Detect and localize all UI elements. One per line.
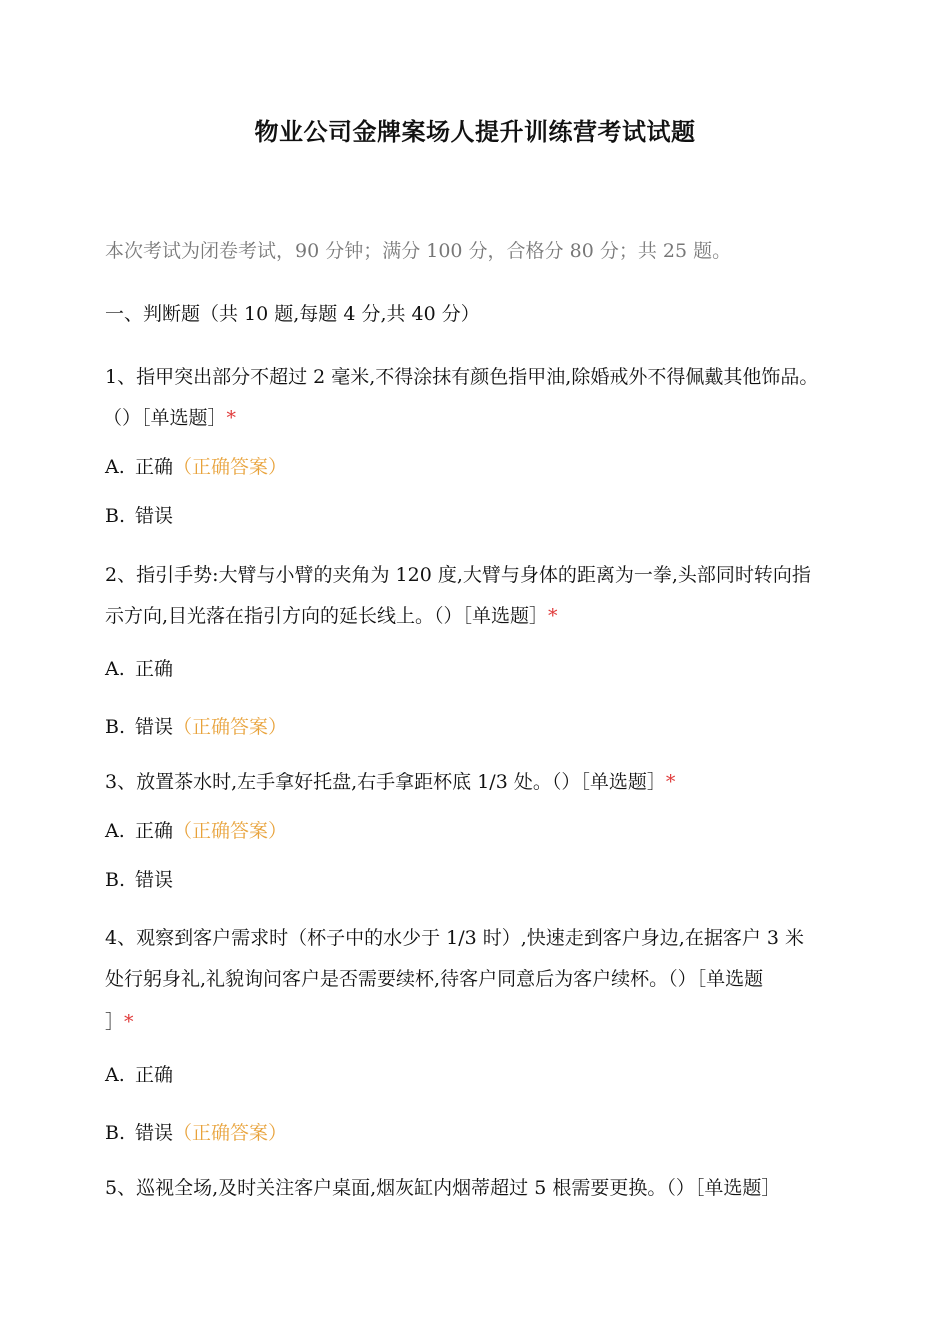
question-2-line-2: 示方向,目光落在指引方向的延长线上。（）［单选题］* <box>105 605 558 627</box>
required-mark: * <box>665 771 676 793</box>
required-mark: * <box>226 407 237 429</box>
question-4-option-b[interactable]: B. 错误（正确答案） <box>105 1122 288 1144</box>
question-2-option-a[interactable]: A. 正确 <box>105 658 174 680</box>
question-4-line-3: ］* <box>105 1011 134 1033</box>
question-4-line-1: 4、观察到客户需求时（杯子中的水少于 1/3 时）,快速走到客户身边,在据客户 3 米 <box>105 927 804 949</box>
question-1-option-b[interactable]: B. 错误 <box>105 505 174 527</box>
correct-answer-tag: （正确答案） <box>173 716 288 738</box>
question-1-line-1: 1、指甲突出部分不超过 2 毫米,不得涂抹有颜色指甲油,除婚戒外不得佩戴其他饰品。 <box>105 366 819 388</box>
required-mark: * <box>548 605 558 627</box>
question-5-line-1: 5、巡视全场,及时关注客户桌面,烟灰缸内烟蒂超过 5 根需要更换。（）［单选题］ <box>105 1177 781 1199</box>
question-3-line-1: 3、放置茶水时,左手拿好托盘,右手拿距杯底 1/3 处。（）［单选题］* <box>105 771 676 793</box>
exam-intro: 本次考试为闭卷考试，90 分钟；满分 100 分，合格分 80 分；共 25 题。 <box>105 240 732 262</box>
section-heading: 一、判断题（共 10 题,每题 4 分,共 40 分） <box>105 303 480 325</box>
question-2-option-b[interactable]: B. 错误（正确答案） <box>105 716 288 738</box>
question-4-line-2: 处行躬身礼,礼貌询问客户是否需要续杯,待客户同意后为客户续杯。（）［单选题 <box>105 968 764 990</box>
question-1-line-2: （）［单选题］* <box>103 407 237 429</box>
question-3-option-a[interactable]: A. 正确（正确答案） <box>105 820 288 842</box>
question-1-option-a[interactable]: A. 正确（正确答案） <box>105 456 288 478</box>
page-title: 物业公司金牌案场人提升训练营考试试题 <box>254 118 696 146</box>
question-2-line-1: 2、指引手势:大臂与小臂的夹角为 120 度,大臂与身体的距离为一拳,头部同时转向指 <box>105 564 811 586</box>
correct-answer-tag: （正确答案） <box>173 1122 288 1144</box>
correct-answer-tag: （正确答案） <box>173 456 288 478</box>
question-3-option-b[interactable]: B. 错误 <box>105 869 174 891</box>
question-4-option-a[interactable]: A. 正确 <box>105 1064 174 1086</box>
required-mark: * <box>124 1011 134 1033</box>
correct-answer-tag: （正确答案） <box>173 820 288 842</box>
